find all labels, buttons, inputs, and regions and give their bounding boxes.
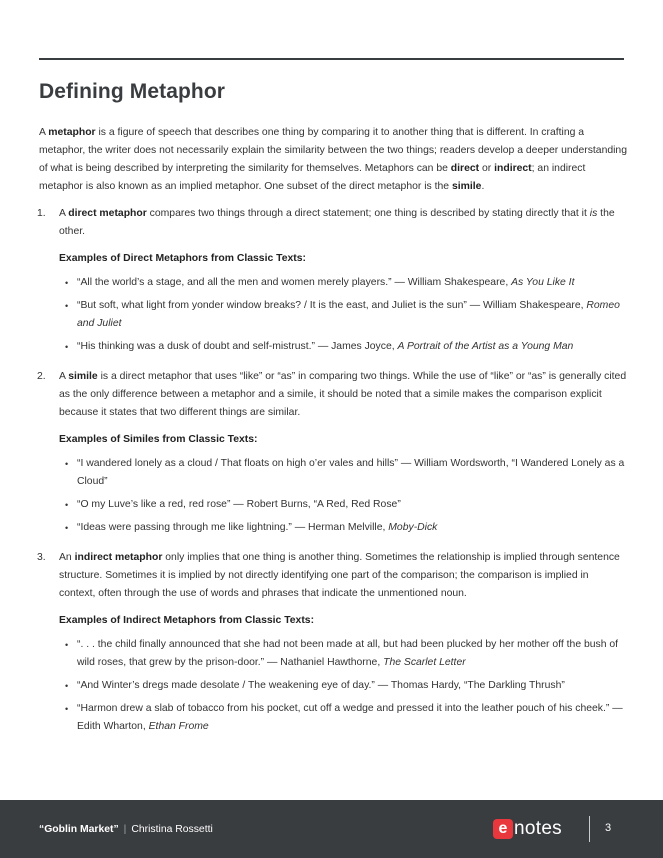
page-footer (0, 800, 663, 858)
footer-citation (39, 824, 213, 835)
example-item: • “And Winter’s dregs made desolate / The weakening eye of day.” — Thomas Hardy, “The Darkling Thrush” (77, 677, 627, 695)
page-title: Defining Metaphor (39, 80, 226, 103)
example-item: • “Harmon drew a slab of tobacco from his pocket, cut off a wedge and pressed it into the leather pouch of his cheek.” — Edith Wharton, Ethan Frome (77, 700, 627, 736)
item-number: 3. (37, 552, 46, 563)
page-number: 3 (605, 822, 612, 834)
example-list (49, 274, 627, 356)
example-item: • “All the world’s a stage, and all the men and women merely players.” — William Shakespeare, As You Like It (77, 274, 627, 292)
footer-author: Christina Rossetti (131, 824, 213, 835)
intro-paragraph: A metaphor is a figure of speech that describes one thing by comparing it to another thing that is different. In crafting a metaphor, the writer does not necessarily explain the similarity between the two things; readers develop a deeper understanding of what is being described by interpreting the similarity for themselves. Metaphors can be direct or indirect; an indirect metaphor is also known as an implied metaphor. One subset of the direct metaphor is the simile. (39, 127, 627, 192)
list-item: 1. A direct metaphor compares two things through a direct statement; one thing is described by stating directly that it is the other. Examples of Direct Metaphors from Classic Texts: • “All the world’s a stage, and all the men and women merely players.” — William Shakespeare, As You Like It • “But soft, what light from yonder window breaks? / It is the east, and Juliet is the sun” — William Shakespeare, Romeo and Juliet • “His thinking was a dusk of doubt and self-mistrust.” — James Joyce, A Portrait of the Artist as a Young Man (39, 205, 627, 356)
example-item: • “His thinking was a dusk of doubt and self-mistrust.” — James Joyce, A Portrait of the Artist as a Young Man (77, 338, 627, 356)
example-item: • “. . . the child finally announced that she had not been made at all, but had been plucked by her mother off the bush of wild roses, that grew by the prison-door.” — Nathaniel Hawthorne, The Scarlet Letter (77, 636, 627, 672)
enotes-logo (493, 818, 562, 840)
example-list (49, 455, 627, 537)
enotes-e-icon: e (493, 819, 513, 839)
example-item: • “I wandered lonely as a cloud / That floats on high o’er vales and hills” — William Wordsworth, “I Wandered Lonely as a Cloud” (77, 455, 627, 491)
list-item: 3. An indirect metaphor only implies that one thing is another thing. Sometimes the relationship is implied through sentence structure. Sometimes it is implied by not directly identifying one part of the comparison; the comparison is implied in context, often through the use of words and phrases that indicate the unmentioned noun. Examples of Indirect Metaphors from Classic Texts: • “. . . the child finally announced that she had not been made at all, but had been plucked by her mother off the bush of wild roses, that grew by the prison-door.” — Nathaniel Hawthorne, The Scarlet Letter • “And Winter’s dregs made desolate / The weakening eye of day.” — Thomas Hardy, “The Darkling Thrush” • “Harmon drew a slab of tobacco from his pocket, cut off a wedge and pressed it into the leather pouch of his cheek.” — Edith Wharton, Ethan Frome (39, 549, 627, 736)
top-rule (39, 58, 624, 60)
examples-heading: Examples of Similes from Classic Texts: (59, 434, 258, 445)
example-item: • “O my Luve’s like a red, red rose” — Robert Burns, “A Red, Red Rose” (77, 496, 627, 514)
example-item: • “Ideas were passing through me like lightning.” — Herman Melville, Moby-Dick (77, 519, 627, 537)
definition-list (39, 205, 627, 736)
footer-divider (589, 816, 590, 842)
example-list (49, 636, 627, 736)
main-content (39, 124, 627, 748)
examples-heading: Examples of Indirect Metaphors from Classic Texts: (59, 615, 315, 626)
enotes-logo-text: notes (514, 818, 562, 839)
item-number: 2. (37, 371, 46, 382)
item-number: 1. (37, 208, 46, 219)
list-item: 2. A simile is a direct metaphor that uses “like” or “as” in comparing two things. While the use of “like” or “as” is generally cited as the only difference between a metaphor and a simile, it should be noted that a simile makes the comparison explicit because it states that two different things are similar. Examples of Similes from Classic Texts: • “I wandered lonely as a cloud / That floats on high o’er vales and hills” — William Wordsworth, “I Wandered Lonely as a Cloud” • “O my Luve’s like a red, red rose” — Robert Burns, “A Red, Red Rose” • “Ideas were passing through me like lightning.” — Herman Melville, Moby-Dick (39, 368, 627, 537)
examples-heading: Examples of Direct Metaphors from Classic Texts: (59, 253, 306, 264)
footer-separator: | (123, 824, 127, 835)
footer-book-title: “Goblin Market” (39, 824, 119, 835)
example-item: • “But soft, what light from yonder window breaks? / It is the east, and Juliet is the sun” — William Shakespeare, Romeo and Juliet (77, 297, 627, 333)
